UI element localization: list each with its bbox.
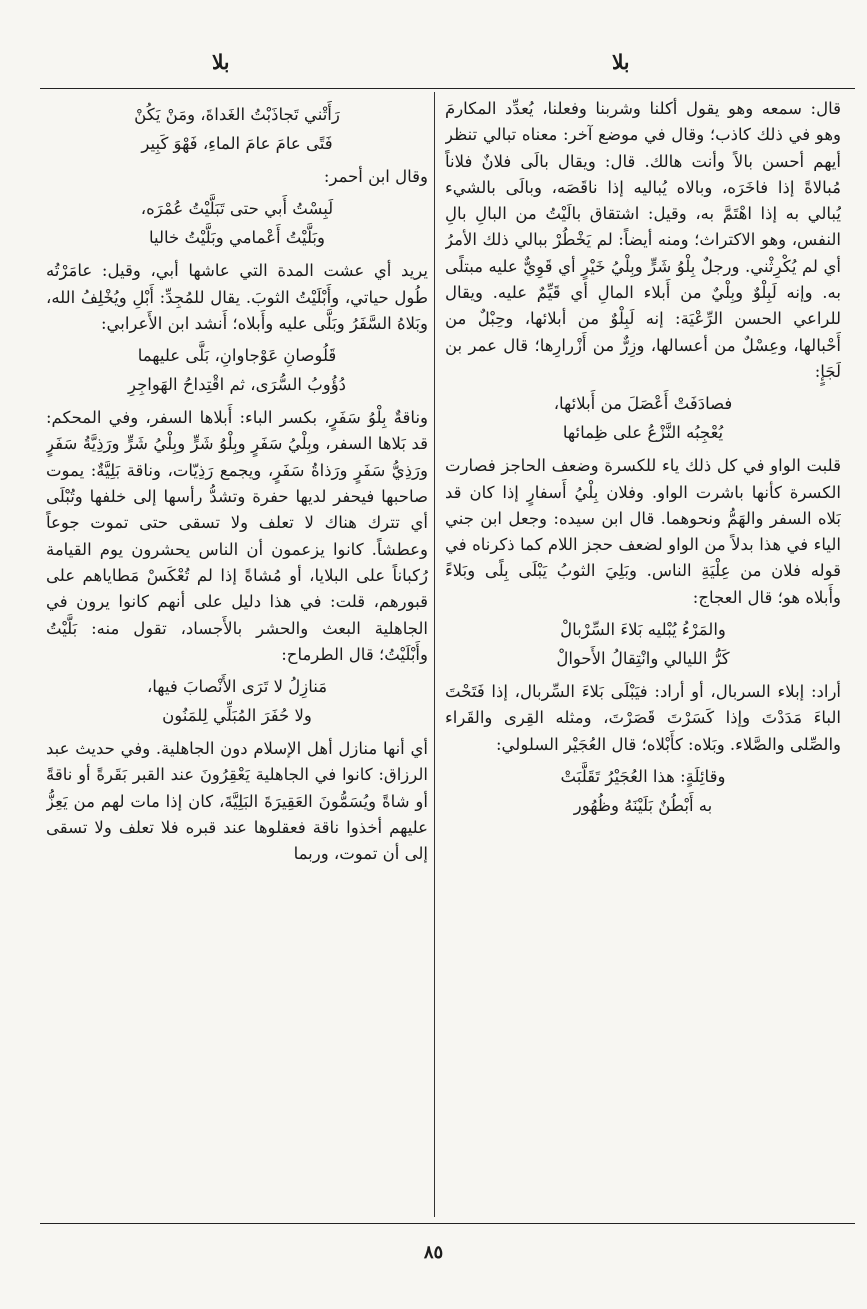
verse-block xyxy=(46,194,428,252)
verse-block xyxy=(445,389,841,447)
paragraph: وناقةٌ بِلْوُ سَفَرٍ، بكسر الباء: أَبلاها السفر، وفي المحكم: قد بَلاها السفر، وبِلْيُ سَفَرٍ وبِلْوُ شَرٍّ وبِلْيُ شَرٍّ ورَذِيَّةُ سَفَرٍ ورَذِيُّ سَفَرٍ ورَذاةُ سَفَرٍ، ويجمع رَذِيّات، وناقة بَلِيَّةٌ: يموت صاحبها فيحفر لديها حفرة وتشدُّ رأسها إلى خلفها وتُبْلَى أي تترك هناك لا تعلف ولا تسقى حتى تموت جوعاً وعطشاً. كانوا يزعمون أن الناس يحشرون يوم القيامة رُكباناً على البلايا، أو مُشاةً إذا لم تُعْكَسْ مَطاياهم على قبورهم، قلت: في هذا دليل على أنهم كانوا يرون في الجاهلية البعث والحشر بالأَجساد، تقول منه: بَلَّيْتُ وأَبْلَيْتُ؛ قال الطرماح: xyxy=(46,408,428,664)
verse-line: قَلُوصانِ عَوْجاوانِ، بَلَّى عليهما xyxy=(137,346,337,366)
verse-block xyxy=(46,341,428,399)
right-text-column xyxy=(445,96,841,1218)
verse-line: مَنازِلُ لا تَرَى الأَنْصابَ فيها، xyxy=(146,677,328,697)
paragraph: قلبت الواو في كل ذلك ياء للكسرة وضعف الحاجز فصارت الكسرة كأنها باشرت الواو. وفلان بِلْيُ أَسفارٍ إذا كان قد بَلاه السفر والهَمُّ ونحوهما. قال ابن سيده: وجعل ابن جني الياء في هذا بدلاً من الواو لضعف حجز اللام كما ذكرناه في قوله فلان من عِلْيَةِ الناس. وبَلِيَ الثوبُ يَبْلَى بِلًى وبَلاءً وأَبلاه هو؛ قال العجاج: xyxy=(445,456,841,607)
paragraph: أراد: إبلاء السربال، أو أراد: فيَبْلَى بَلاءَ السِّربال، إذا فَتَحْتَ الباءَ مَدَدْتَ وإذا كَسَرْتَ قَصَرْتَ، ومثله القِرى والقَراء والصِّلى والصَّلاء. وبَلاه: كأَبْلاه؛ قال العُجَيْر السلولي: xyxy=(445,682,841,754)
verse-line: والمَرْءُ يُبْليه بَلاءَ السِّرْبالْ xyxy=(560,620,726,640)
paragraph: وقال ابن أحمر: xyxy=(323,167,428,186)
verse-line: ولا حُفَرَ المُبَلِّي لِلمَنُون xyxy=(162,706,312,726)
verse-block xyxy=(46,100,428,158)
verse-line: به أَبْطُنٌ بَلَيْنَهُ وظُهُور xyxy=(573,795,713,815)
column-divider xyxy=(434,92,435,1217)
running-header-left: بلا xyxy=(212,50,230,74)
paragraph: أي أنها منازل أهل الإسلام دون الجاهلية. وفي حديث عبد الرزاق: كانوا في الجاهلية يَعْقِرُونَ عند القبر بَقَرةً أو ناقةً أو شاةً ويُسَمُّونَ العَقِيرَةَ البَلِيَّةَ، كان إذا مات لهم من يَعِزُّ عليهم أخذوا ناقة فعقلوها عند قبره فلا تعلف ولا تسقى إلى أن تموت، وربما xyxy=(46,739,428,864)
header-rule xyxy=(40,88,855,89)
left-text-column xyxy=(46,96,428,1218)
footer-rule xyxy=(40,1223,855,1224)
verse-line: فَتًى عامَ عامَ الماءِ، فَهْوَ كَبِير xyxy=(141,134,333,153)
verse-line: وقائِلَةٍ: هذا العُجَيْرُ تَقَلَّبَتْ xyxy=(560,766,726,786)
page-number: ٨٥ xyxy=(423,1242,444,1263)
verse-block xyxy=(46,672,428,730)
verse-block xyxy=(445,762,841,820)
verse-line: دُؤُوبُ السُّرَى، ثم اقْتِداحُ الهَواجِرِ xyxy=(127,375,347,395)
verse-line: يُعْجِبُه النَّزْعُ على ظِمائها xyxy=(562,423,724,443)
running-header-right: بلا xyxy=(612,50,630,74)
verse-line: كَرُّ الليالي وانْتِقالُ الأَحوالْ xyxy=(556,649,730,669)
paragraph: يريد أي عشت المدة التي عاشها أبي، وقيل: عامَرْتُه طُول حياتي، وأَبْلَيْتُ الثوبَ. يقال للمُجِدِّ: أَبْلِ ويُخْلِفُ الله، وبَلاهُ السَّفَرُ وبَلَّى عليه وأَبلاه؛ أَنشد ابن الأَعرابي: xyxy=(46,261,428,333)
verse-line: وبَلَّيْتُ أَعْمامي وبَلَّيْتُ خاليا xyxy=(149,228,325,248)
verse-line: فصادَفَتْ أَعْصَلَ من أَبلائها، xyxy=(553,394,733,414)
verse-block xyxy=(445,615,841,673)
verse-line: لَبِسْتُ أَبي حتى تَبَلَّيْتُ عُمْرَه، xyxy=(140,199,334,219)
verse-line: رَأَتْني تَجاذَبْتُ الغَداةَ، ومَنْ يَكُنْ xyxy=(134,105,340,124)
paragraph: قال: سمعه وهو يقول أكلنا وشربنا وفعلنا، يُعدِّد المكارمَ وهو في ذلك كاذب؛ وقال في موضع آخر: معناه تبالي تنظر أيهم أحسن بالاً وأنت هالك. قال: ويقال بالَى فلانٌ فلاناً مُبالاةً إذا فاخَرَه، وبالاه يُباليه إذا ناقَصَه، وبالَى بالشيء يُبالي به إذا اهْتَمَّ به، وقيل: اشتقاق بالَيْتُ من البالِ بالِ النفس، وهو الاكتراث؛ ومنه أيضاً: لم يَخْطُرْ ببالي ذلك الأمرُ أي لم يُكْرِثْني. ورجلٌ بِلْوُ شَرٍّ وبِلْيُ خَيْرٍ أي قَوِيٌّ عليه مبتلًى به. وإنه لَبِلْوٌ وبِلْيٌ من أَبلاء المالِ أي قَيِّمٌ عليه. ويقال للراعي الحسن الرِّعْيَة: إنه لَبِلْوٌ من أبلائها، وحِبْلٌ من أَحْبالها، وعِسْلٌ من أعسالها، وزِرٌّ من أَزْرارِها؛ قال عمر بن لَجَإٍ: xyxy=(445,99,841,381)
